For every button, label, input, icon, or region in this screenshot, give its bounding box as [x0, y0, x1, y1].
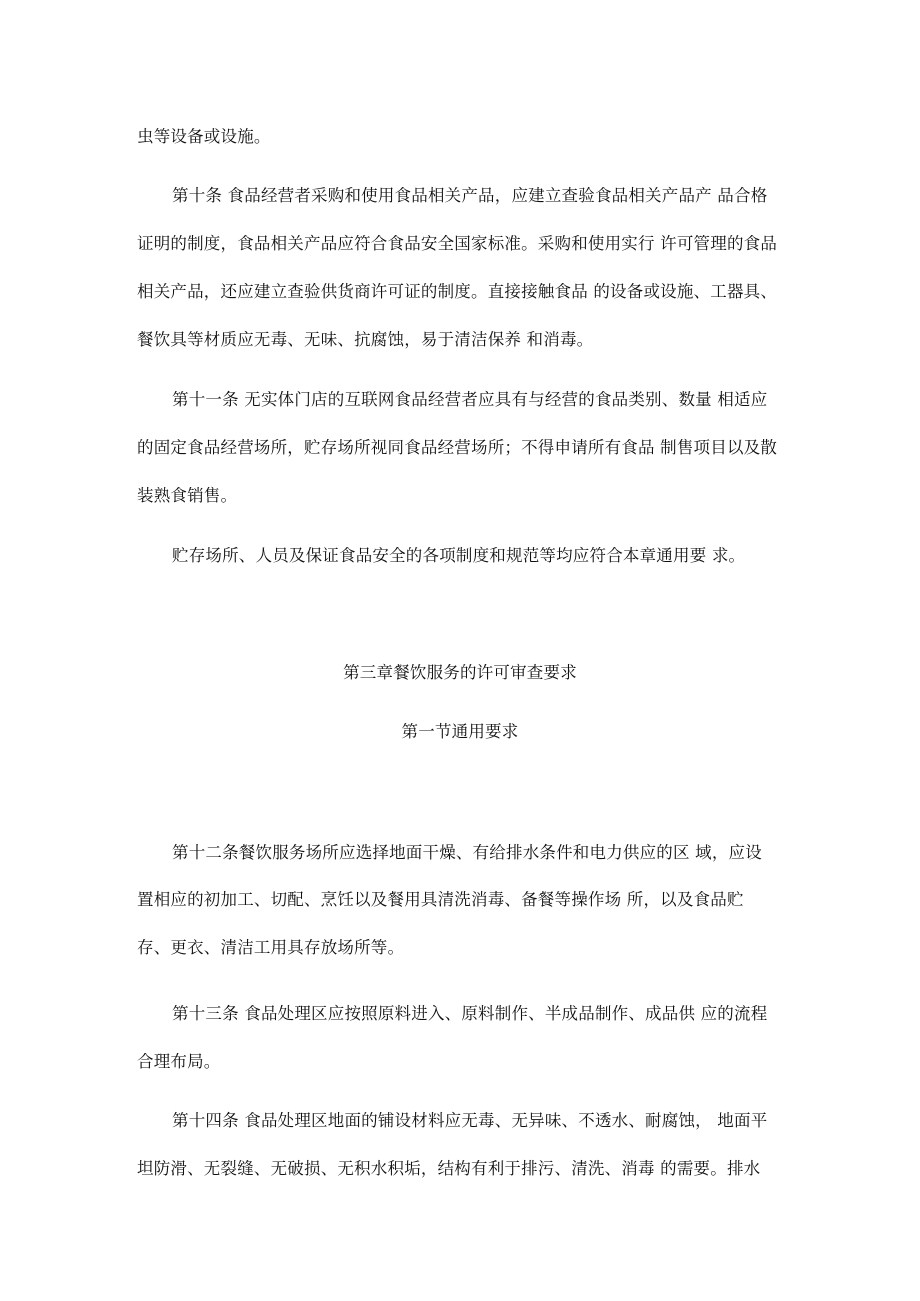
section-heading: 第一节通用要求 — [401, 722, 519, 741]
article-14-line: 第十四条 食品处理区地面的铺设材料应无毒、无异味、不透水、耐腐蚀， 地面平 — [172, 1111, 768, 1130]
article-10-line: 第十条 食品经营者采购和使用食品相关产品，应建立查验食品相关产品产 品合格 — [172, 186, 768, 205]
article-12-line: 第十二条餐饮服务场所应选择地面干燥、有给排水条件和电力供应的区 域，应设 — [172, 843, 762, 862]
text-line: 的固定食品经营场所，贮存场所视同食品经营场所；不得申请所有食品 制售项目以及散 — [137, 438, 778, 457]
text-line: 虫等设备或设施。 — [137, 127, 271, 146]
text-line: 置相应的初加工、切配、烹饪以及餐用具清洗消毒、备餐等操作场 所，以及食品贮 — [137, 890, 744, 909]
text-line: 存、更衣、清洁工用具存放场所等。 — [137, 938, 405, 957]
article-13-line: 第十三条 食品处理区应按照原料进入、原料制作、半成品制作、成品供 应的流程 — [172, 1004, 768, 1023]
text-line: 装熟食销售。 — [137, 486, 238, 505]
text-line: 餐饮具等材质应无毒、无味、抗腐蚀，易于清洁保养 和消毒。 — [137, 330, 594, 349]
text-line: 贮存场所、人员及保证食品安全的各项制度和规范等均应符合本章通用要 求。 — [172, 546, 746, 565]
chapter-heading: 第三章餐饮服务的许可审查要求 — [343, 663, 577, 682]
text-line: 相关产品，还应建立查验供货商许可证的制度。直接接触食品 的设备或设施、工器具、 — [137, 282, 778, 301]
article-11-line: 第十一条 无实体门店的互联网食品经营者应具有与经营的食品类别、数量 相适应 — [172, 390, 768, 409]
text-line: 证明的制度，食品相关产品应符合食品安全国家标准。采购和使用实行 许可管理的食品 — [137, 234, 778, 253]
text-line: 合理布局。 — [137, 1052, 221, 1071]
text-line: 坦防滑、无裂缝、无破损、无积水积垢，结构有利于排污、清洗、消毒 的需要。排水 — [137, 1159, 761, 1178]
